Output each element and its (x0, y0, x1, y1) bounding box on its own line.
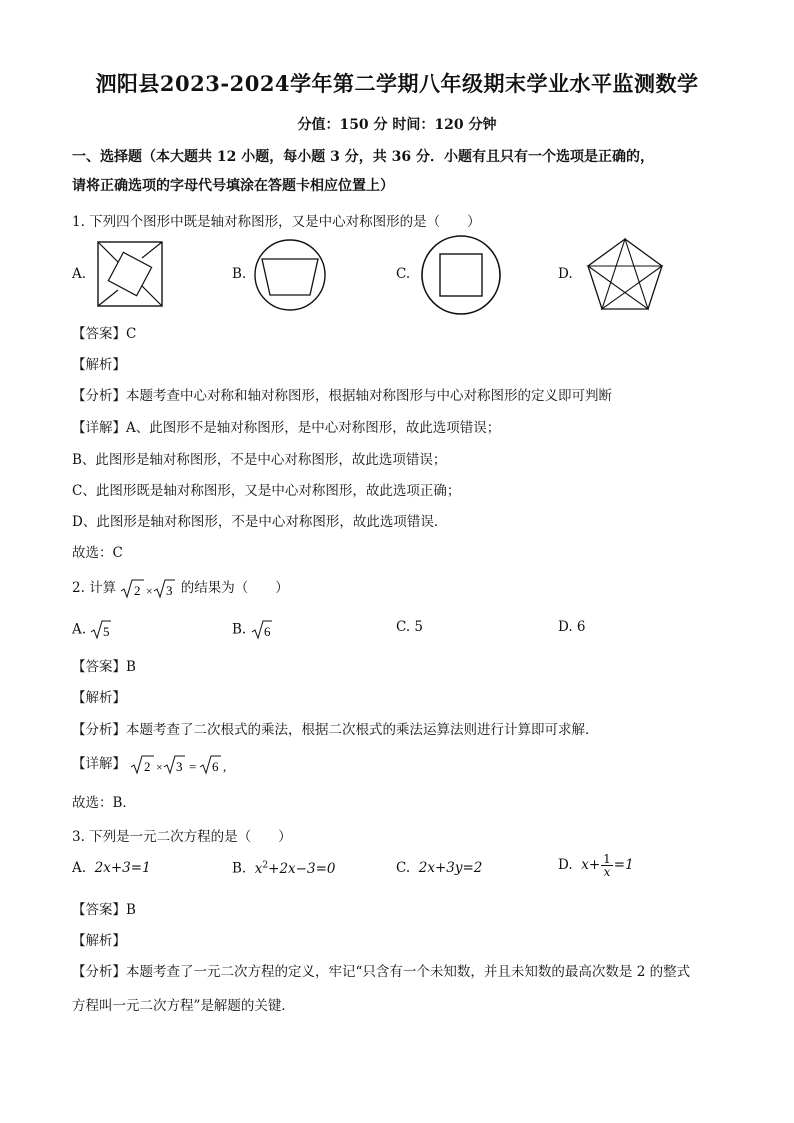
score-time-info: 分值：150 分 时间：120 分钟 (297, 117, 497, 133)
svg-text:2: 2 (144, 758, 151, 774)
q1-option-a-label: A. (72, 266, 87, 282)
q1-choose: 故选：C (72, 545, 123, 561)
q2-detail-label: 【详解】 (72, 756, 126, 772)
svg-text:=: = (189, 758, 197, 774)
q3-option-d-label: D. (558, 857, 573, 873)
q3-option-c-label: C. (396, 860, 411, 876)
q3-equation-b: $x^2+2x-3=0$ (250, 860, 336, 877)
q2-detail (72, 752, 230, 776)
q1-stem: 1. 下列四个图形中既是轴对称图形，又是中心对称图形的是（ ） (72, 214, 481, 230)
svg-text:6: 6 (212, 758, 219, 774)
q2-answer: 【答案】B (72, 659, 136, 675)
q1-analysis-label: 【解析】 (72, 357, 126, 373)
svg-text:,: , (223, 758, 227, 774)
q2-stem (72, 576, 289, 600)
q2-option-b (232, 619, 273, 641)
svg-text:5: 5 (103, 624, 110, 639)
q3-equation-c: 2x+3y=2 (414, 860, 483, 876)
q3-option-b-label: B. (232, 860, 247, 877)
q1-detail-d: D、此图形是轴对称图形，不是中心对称图形，故此选项错误． (72, 514, 448, 530)
q1-detail-c: C、此图形既是轴对称图形，又是中心对称图形，故此选项正确； (72, 483, 461, 499)
svg-text:×: × (156, 759, 164, 774)
q1-option-b-label: B. (232, 266, 247, 282)
section-heading-line1: 一、选择题（本大题共 12 小题，每小题 3 分，共 36 分．小题有且只有一个选项是正确的， (72, 149, 654, 165)
q1-option-c-label: C. (396, 266, 411, 282)
q3-answer: 【答案】B (72, 902, 136, 918)
q2-option-a-label: A. (72, 621, 87, 638)
q1-fenxi: 【分析】本题考查中心对称和轴对称图形，根据轴对称图形与中心对称图形的定义即可判断 (72, 388, 612, 404)
q1-figure-c (419, 233, 503, 317)
sqrt6 (251, 619, 273, 641)
svg-text:6: 6 (263, 624, 271, 639)
q3-fenxi-line2: 方程叫一元二次方程”是解题的关键． (72, 998, 295, 1014)
sqrt2-times-sqrt3 (120, 578, 176, 600)
q1-answer: 【答案】C (72, 326, 137, 342)
q1-detail-b: B、此图形是轴对称图形，不是中心对称图形，故此选项错误； (72, 452, 447, 468)
q3-equation-d: x+ $\frac{1}{x}$ =1 (576, 852, 634, 879)
svg-text:×: × (146, 583, 154, 598)
q2-option-a (72, 619, 112, 641)
q2-option-d: D. 6 (558, 619, 586, 635)
q3-option-a-label: A. (72, 860, 87, 876)
q3-analysis-label: 【解析】 (72, 933, 126, 949)
q1-detail-a: 【详解】A、此图形不是轴对称图形，是中心对称图形，故此选项错误； (72, 420, 501, 436)
page-title: 泗阳县2023-2024学年第二学期八年级期末学业水平监测数学 (95, 71, 699, 96)
q1-option-d-label: D. (558, 266, 573, 282)
svg-text:3: 3 (176, 758, 183, 774)
q2-detail-equation (130, 754, 230, 776)
q2-fenxi: 【分析】本题考查了二次根式的乘法，根据二次根式的乘法运算法则进行计算即可求解． (72, 722, 599, 738)
section-heading-line2: 请将正确选项的字母代号填涂在答题卡相应位置上） (72, 178, 394, 194)
q1-figure-b (252, 237, 328, 313)
q3-option-d (558, 853, 634, 878)
q3-option-b (232, 860, 335, 877)
q2-option-c: C. 5 (396, 619, 424, 635)
q2-choose: 故选：B． (72, 795, 136, 811)
q3-option-a (72, 860, 151, 876)
q2-stem-suffix: 的结果为（ ） (180, 580, 289, 596)
svg-text:3: 3 (166, 582, 173, 598)
q3-stem: 3. 下列是一元二次方程的是（ ） (72, 829, 292, 845)
q1-figure-a (96, 240, 166, 310)
q3-option-c (396, 860, 482, 876)
sqrt5 (90, 619, 112, 641)
q2-analysis-label: 【解析】 (72, 690, 126, 706)
q3-equation-a: 2x+3=1 (90, 860, 151, 876)
svg-text:2: 2 (134, 582, 141, 598)
q3-fenxi-line1: 【分析】本题考查了一元二次方程的定义，牢记“只含有一个未知数，并且未知数的最高次数是 2 的整式 (72, 964, 691, 980)
q2-option-b-label: B. (232, 621, 247, 638)
q2-stem-prefix: 2. 计算 (72, 580, 117, 596)
q1-figure-d (585, 236, 665, 312)
